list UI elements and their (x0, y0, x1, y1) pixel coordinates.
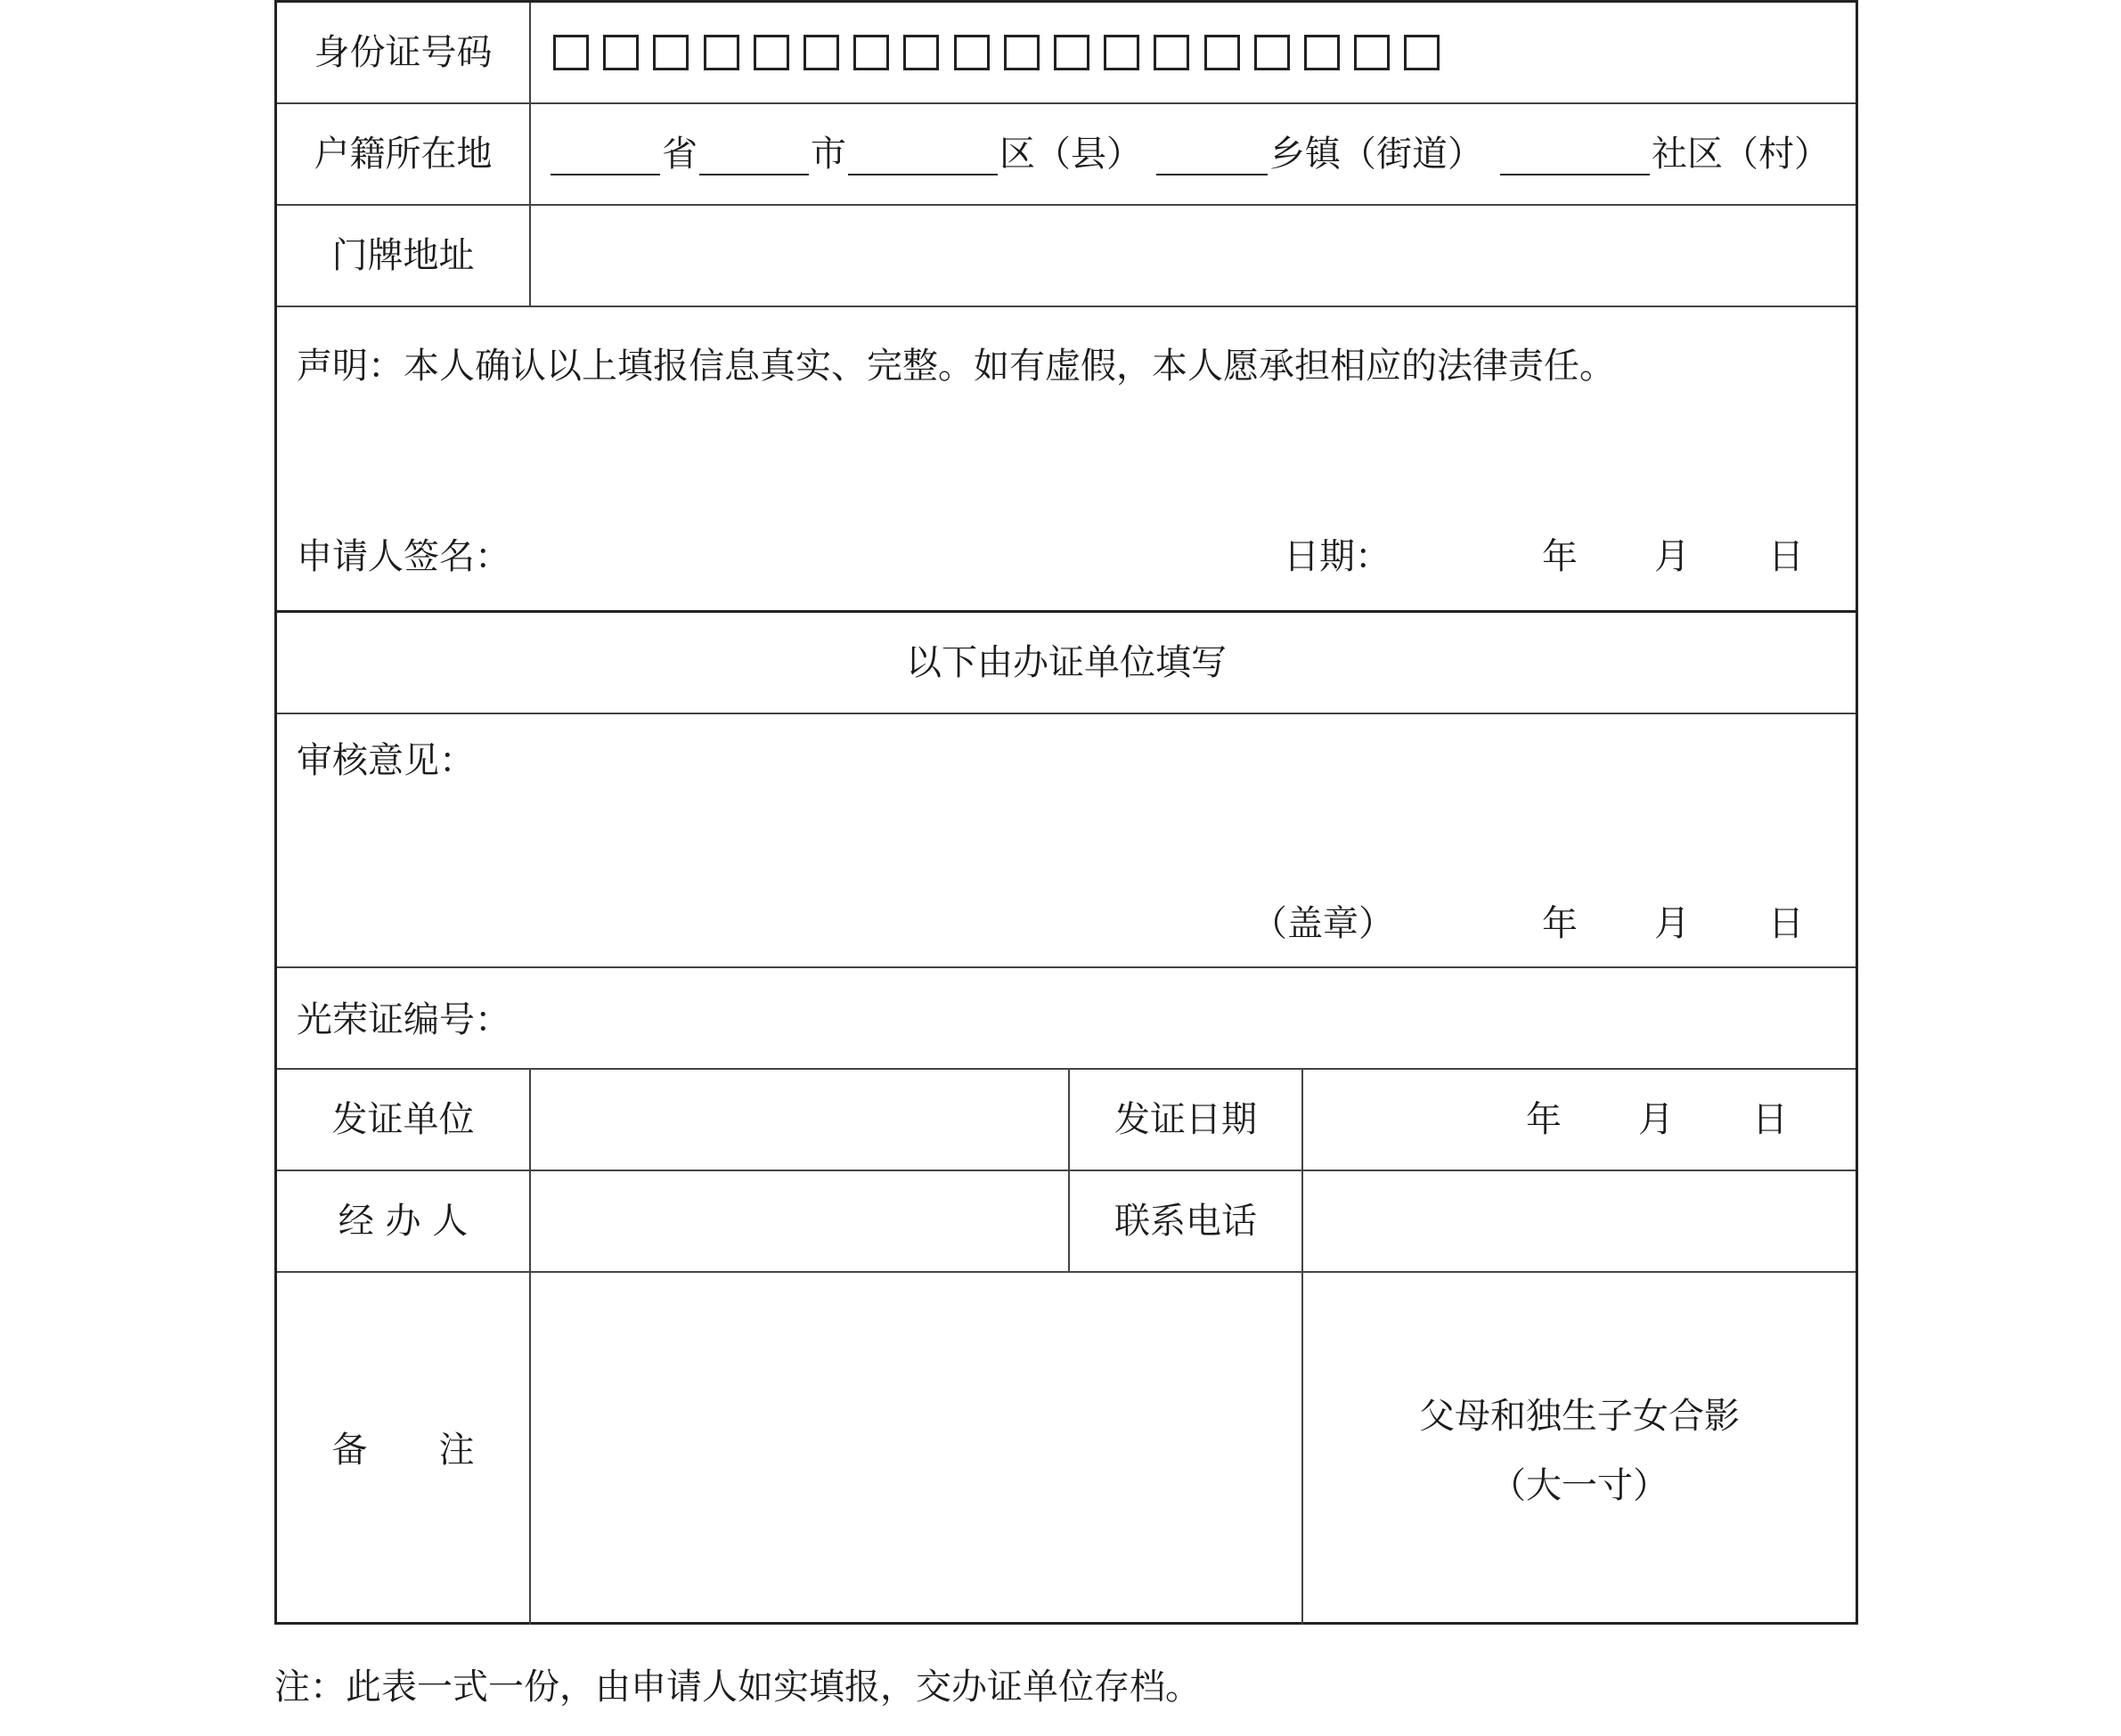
id-digit-box[interactable] (1154, 35, 1189, 70)
column-divider (1068, 1068, 1070, 1271)
id-digit-box[interactable] (903, 35, 939, 70)
section-header: 以下由办证单位填写 (906, 642, 1227, 683)
phone-label: 联系电话 (1114, 1201, 1257, 1242)
address-label: 门牌地址 (331, 235, 475, 276)
district-label: 区（县） (999, 134, 1142, 175)
date-label: 日期： (1284, 536, 1391, 577)
city-blank[interactable] (699, 174, 809, 175)
review-month-label: 月 (1654, 903, 1690, 944)
sign-month-label: 月 (1654, 536, 1690, 577)
photo-caption: 父母和独生子女合影 (1419, 1396, 1740, 1437)
handler-field[interactable] (532, 1173, 1066, 1269)
footnote: 注：此表一式一份，由申请人如实填报，交办证单位存档。 (274, 1667, 1201, 1707)
issue-month-label: 月 (1638, 1099, 1674, 1140)
township-label: 乡镇（街道） (1269, 134, 1483, 175)
application-form (274, 0, 1858, 1625)
id-number-label: 身份证号码 (314, 32, 493, 73)
cert-number-label: 光荣证编号： (297, 999, 510, 1040)
id-digit-box[interactable] (1204, 35, 1240, 70)
id-digit-box[interactable] (954, 35, 990, 70)
id-digit-box[interactable] (653, 35, 689, 70)
row-divider (277, 1068, 1856, 1070)
row-divider (277, 102, 1856, 104)
id-digit-box[interactable] (1004, 35, 1040, 70)
issue-date-label: 发证日期 (1114, 1099, 1257, 1140)
issuer-field[interactable] (532, 1072, 1066, 1168)
column-divider (529, 1068, 531, 1625)
section-divider (277, 610, 1856, 613)
phone-field[interactable] (1304, 1173, 1855, 1269)
column-divider (1301, 1068, 1303, 1625)
issue-day-label: 日 (1752, 1099, 1788, 1140)
photo-size-note: （大一寸） (1490, 1465, 1668, 1506)
seal-label: （盖章） (1252, 903, 1394, 944)
row-divider (277, 713, 1856, 714)
district-blank[interactable] (848, 174, 998, 175)
id-digit-box[interactable] (1104, 35, 1139, 70)
review-day-label: 日 (1768, 903, 1804, 944)
row-divider (277, 1170, 1856, 1171)
row-divider (277, 204, 1856, 206)
id-digit-box[interactable] (754, 35, 789, 70)
id-digit-box[interactable] (1304, 35, 1340, 70)
id-digit-box[interactable] (804, 35, 839, 70)
signature-label: 申请人签名： (297, 536, 510, 577)
issue-year-label: 年 (1526, 1099, 1562, 1140)
row-divider (277, 966, 1856, 968)
id-digit-box[interactable] (1404, 35, 1440, 70)
township-blank[interactable] (1156, 174, 1268, 175)
row-divider (277, 1271, 1856, 1273)
community-label: 社区（村） (1652, 134, 1830, 175)
id-digit-box[interactable] (603, 35, 639, 70)
declaration-text: 声明：本人确认以上填报信息真实、完整。如有虚假，本人愿承担相应的法律责任。 (297, 346, 1615, 387)
remarks-label: 备 注 (331, 1430, 475, 1471)
id-digit-box[interactable] (1354, 35, 1390, 70)
photo-area[interactable] (1304, 1275, 1855, 1624)
review-field[interactable] (297, 786, 1838, 893)
row-divider (277, 306, 1856, 307)
handler-label: 经 办 人 (338, 1201, 469, 1242)
column-divider (529, 3, 531, 306)
cert-number-field[interactable] (510, 974, 1847, 1063)
id-digit-box[interactable] (853, 35, 889, 70)
remarks-field[interactable] (532, 1275, 1300, 1624)
review-year-label: 年 (1542, 903, 1578, 944)
address-field[interactable] (532, 208, 1856, 304)
id-digit-box[interactable] (553, 35, 589, 70)
province-blank[interactable] (551, 174, 660, 175)
id-digit-box[interactable] (1054, 35, 1089, 70)
household-label: 户籍所在地 (314, 134, 493, 175)
id-digit-box[interactable] (1254, 35, 1290, 70)
signature-field[interactable] (510, 528, 1081, 582)
id-digit-box[interactable] (704, 35, 739, 70)
review-label: 审核意见： (297, 740, 475, 781)
issuer-label: 发证单位 (331, 1099, 475, 1140)
community-blank[interactable] (1500, 174, 1650, 175)
sign-year-label: 年 (1542, 536, 1578, 577)
sign-day-label: 日 (1768, 536, 1804, 577)
city-label: 市 (811, 134, 846, 175)
province-label: 省 (662, 134, 697, 175)
